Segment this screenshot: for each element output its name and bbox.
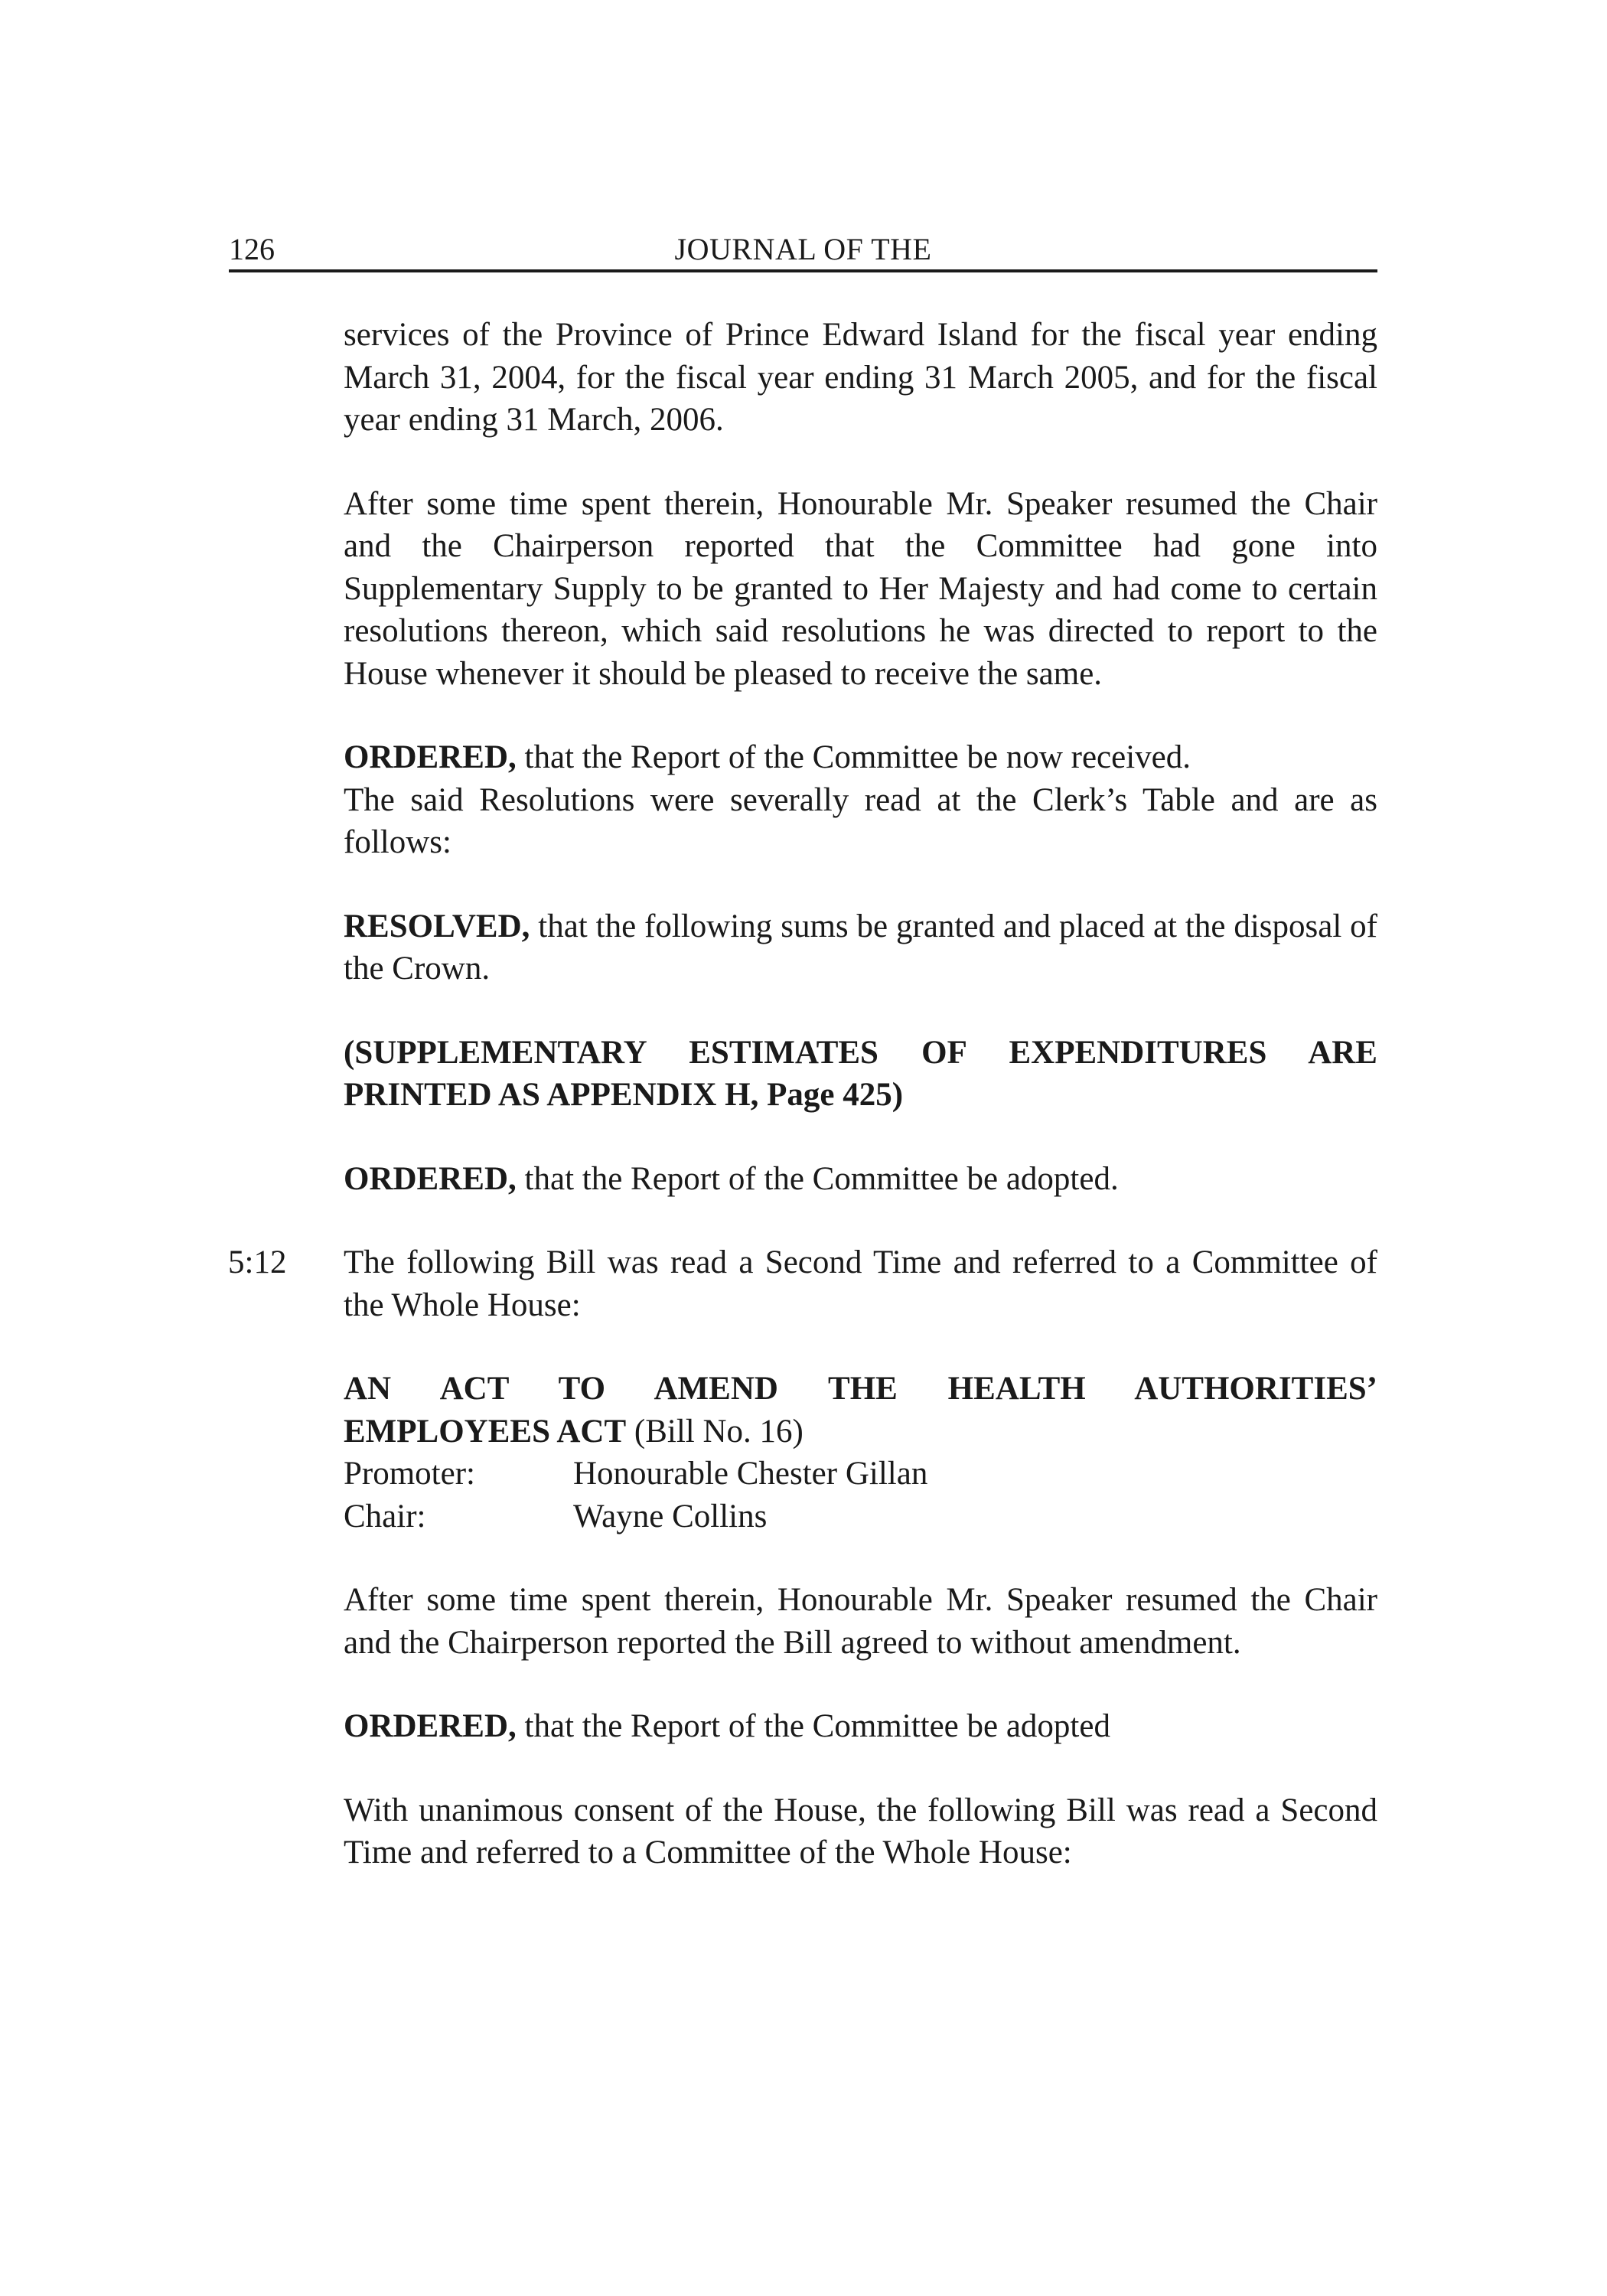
bill-block (344, 1368, 1377, 1538)
page-number: 126 (229, 232, 275, 266)
paragraph-resolutions-read: The said Resolutions were severally read at the Clerk’s Table and are as follows: (344, 781, 1377, 860)
ordered-text: that the Report of the Committee be now received. (516, 739, 1191, 775)
paragraph-speaker-resumed: After some time spent therein, Honourable Mr. Speaker resumed the Chair and the Chairperson reported that the Committee had gone into Supplementary Supply to be granted to Her Majesty and had come to certain resolutions thereon, which said resolutions he was directed to report to the House whenever it should be pleased to receive the same. (344, 485, 1377, 692)
paragraph-unanimous-consent: With unanimous consent of the House, the following Bill was read a Second Time and referred to a Committee of the Whole House: (344, 1792, 1377, 1870)
resolved-label: RESOLVED, (344, 908, 530, 944)
ordered-label: ORDERED, (344, 1160, 517, 1197)
running-head: JOURNAL OF THE (674, 232, 932, 266)
bill-title-line1: AN ACT TO AMEND THE HEALTH AUTHORITIES’ (344, 1371, 1377, 1407)
chair-label: Chair: (344, 1498, 426, 1534)
paragraph-bill-agreed: After some time spent therein, Honourable Mr. Speaker resumed the Chair and the Chairperson reported the Bill agreed to without amendment. (344, 1582, 1377, 1661)
paragraph-ordered-received (344, 736, 1377, 779)
bill-title-line2 (344, 1411, 1377, 1453)
chair-row (344, 1495, 1377, 1538)
promoter-name: Honourable Chester Gillan (573, 1456, 928, 1492)
promoter-label: Promoter: (344, 1456, 475, 1492)
ordered-text: that the Report of the Committee be adopted (516, 1708, 1110, 1744)
ordered-label: ORDERED, (344, 739, 517, 775)
paragraph-fiscal-services: services of the Province of Prince Edward Island for the fiscal year ending March 31, 2004, for the fiscal year ending 31 March 2005, and for the fiscal year ending 31 March, 2006. (344, 317, 1377, 438)
bill-number: (Bill No. 16) (626, 1413, 804, 1450)
paragraph-bill-second-reading: The following Bill was read a Second Time and referred to a Committee of the Whole House: (344, 1244, 1377, 1323)
numbered-item (228, 1241, 1377, 1326)
ordered-text: that the Report of the Committee be adopted. (516, 1160, 1119, 1197)
ordered-label: ORDERED, (344, 1708, 517, 1744)
resolved-text: that the following sums be granted and placed at the disposal of the Crown. (344, 908, 1377, 987)
journal-body (228, 314, 1377, 1874)
item-number: 5:12 (228, 1244, 287, 1280)
bill-title-act: EMPLOYEES ACT (344, 1413, 627, 1450)
chair-name: Wayne Collins (573, 1498, 768, 1534)
paragraph-ordered-adopted-2 (344, 1705, 1377, 1748)
paragraph-ordered-adopted (344, 1158, 1377, 1201)
page-header (229, 230, 1377, 272)
promoter-row (344, 1453, 1377, 1495)
paragraph-resolved (344, 905, 1377, 990)
paragraph-appendix-note: (SUPPLEMENTARY ESTIMATES OF EXPENDITURES ARE PRINTED AS APPENDIX H, Page 425) (344, 1034, 1377, 1113)
